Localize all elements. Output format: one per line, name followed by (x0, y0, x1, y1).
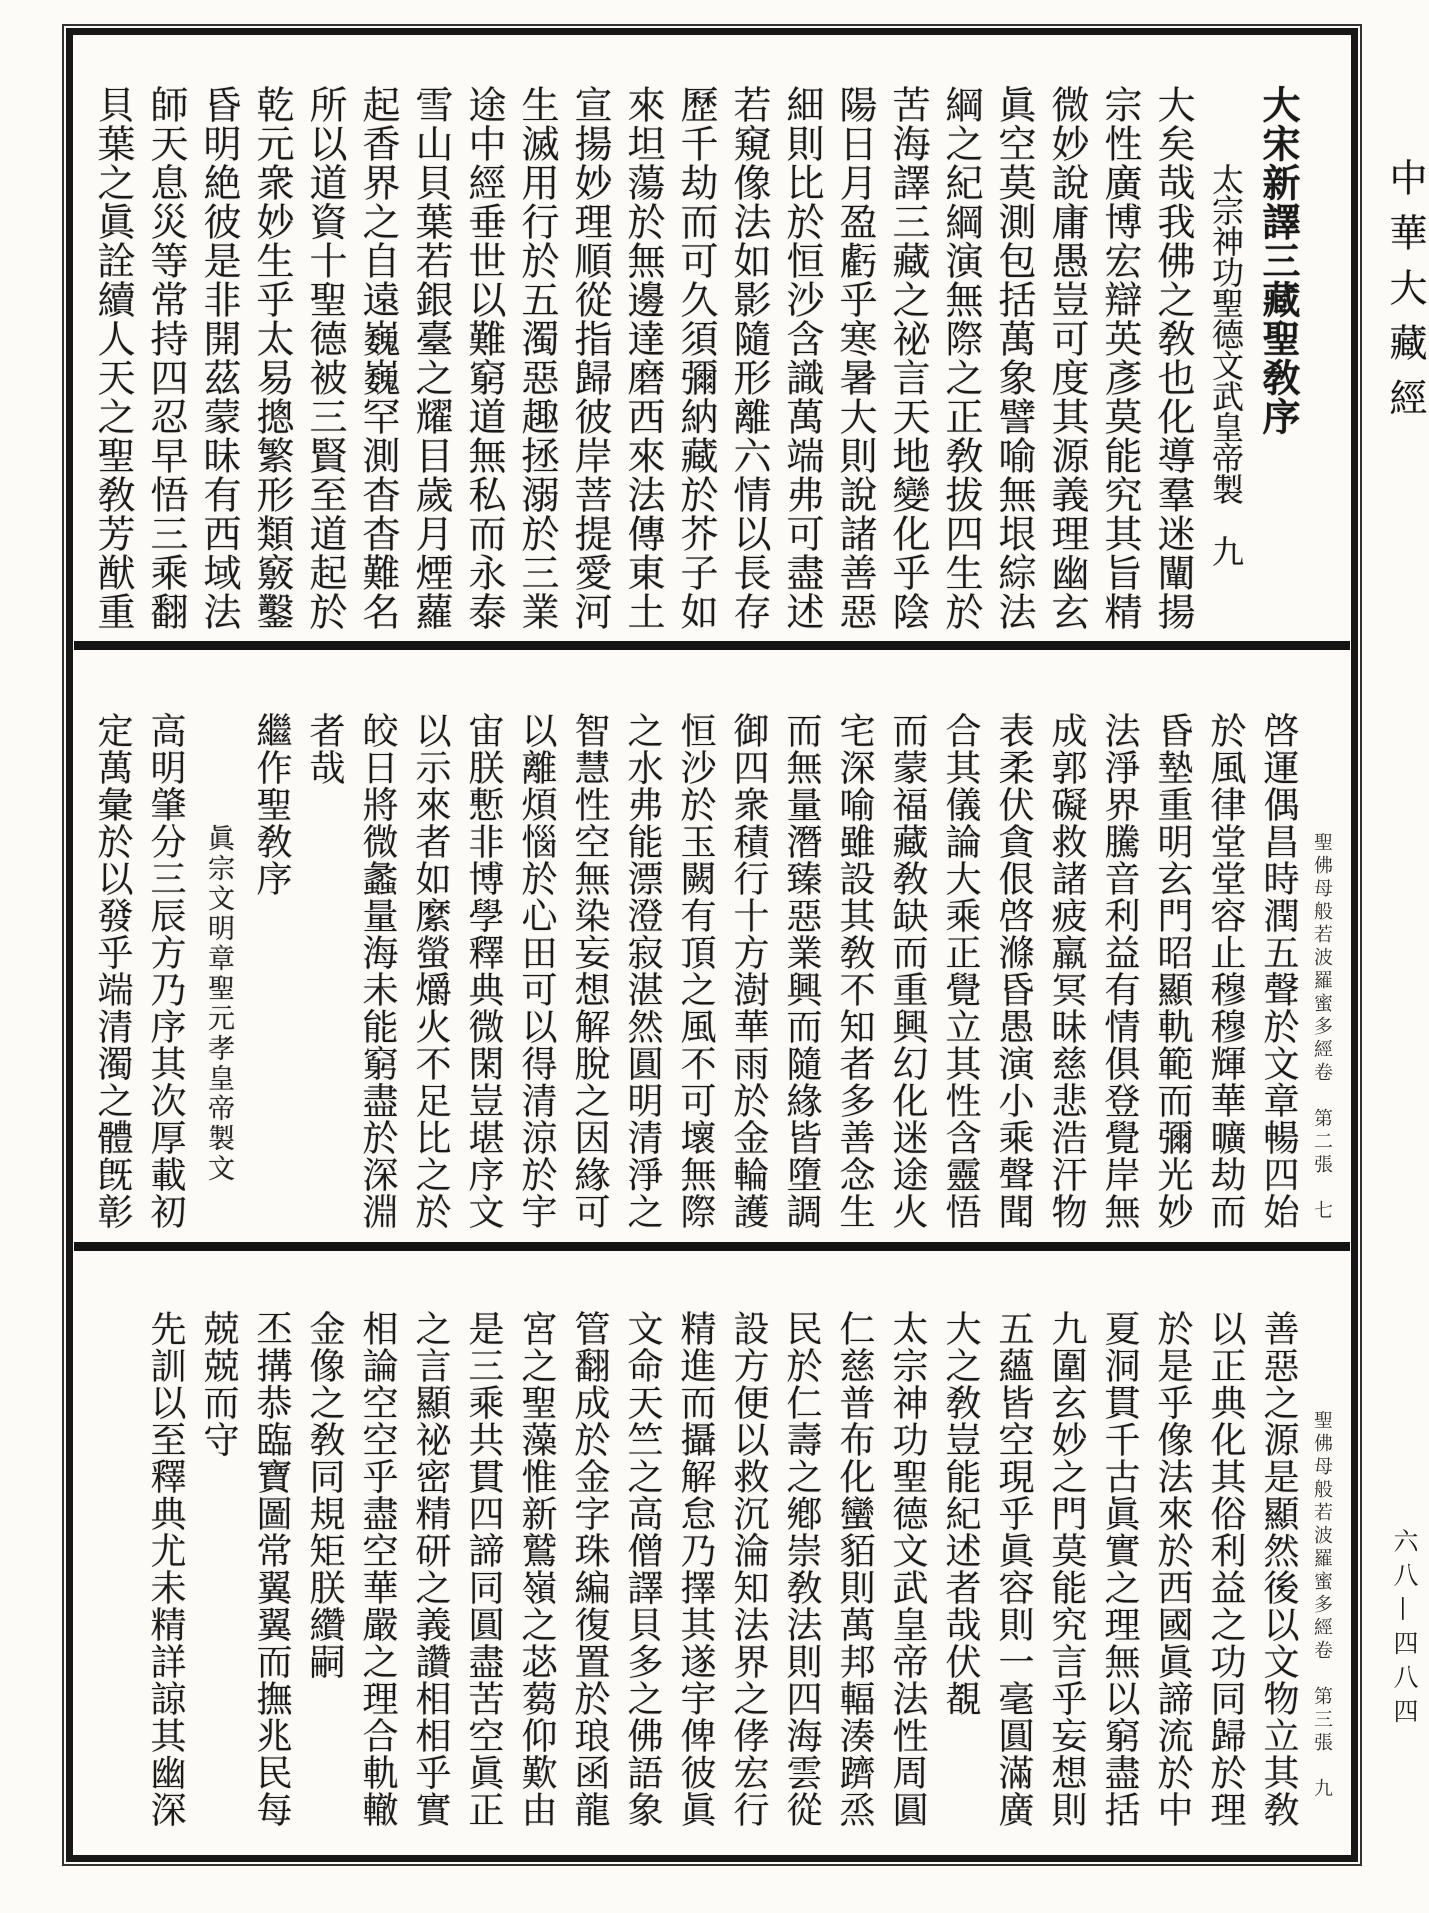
text-column: 之水弗能漂澄寂湛然圓明清淨之 (622, 712, 663, 1230)
text-column: 精進而攝解怠乃擇其遂宇俾彼眞 (675, 1310, 716, 1828)
text-column: 法淨界騰音利益有情俱登覺岸無 (1099, 712, 1140, 1230)
text-column: 大之敎豈能紀述者哉伏覩 (940, 1310, 981, 1717)
text-block-3 (73, 1251, 1351, 1855)
text-column: 者哉 (304, 712, 345, 786)
text-column: 善惡之源是顯然後以文物立其敎 (1258, 1310, 1299, 1828)
text-column: 是三乘共貫四諦同圓盡苦空眞正 (463, 1310, 504, 1828)
text-column: 而無量潛臻惡業興而隨緣皆墮調 (781, 712, 822, 1230)
text-column: 太宗神功聖德文武皇帝法性周圓 (887, 1310, 928, 1828)
text-column: 御四衆積行十方澍華雨於金輪護 (728, 712, 769, 1230)
text-column: 貝葉之眞詮續人天之聖敎芳猷重 (91, 85, 135, 631)
text-column: 陽日月盈虧乎寒暑大則說諸善惡 (833, 85, 877, 631)
text-column: 皎日將微蠡量海未能窮盡於深淵 (357, 712, 398, 1230)
text-column: 宙朕慙非博學釋典微閑豈堪序文 (463, 712, 504, 1230)
text-column: 高明肇分三辰方乃序其次厚載初 (145, 712, 186, 1230)
text-column: 設方便以救沉淪知法界之侾宏行 (728, 1310, 769, 1828)
text-column: 大矣哉我佛之敎也化導羣迷闡揚 (1151, 85, 1195, 631)
block-divider-2 (74, 1242, 1350, 1251)
text-column: 恒沙於玉闕有頂之風不可壞無際 (675, 712, 716, 1230)
text-column: 眞空莫測包括萬象譬喻無垠綜法 (992, 85, 1036, 631)
text-column: 丕搆恭臨寶圖常翼翼而撫兆民每 (251, 1310, 292, 1828)
text-column: 之言顯祕密精研之義讚相相乎實 (410, 1310, 451, 1828)
text-column: 民於仁壽之鄕崇敎法則四海雲從 (781, 1310, 822, 1828)
text-column: 雪山貝葉若銀臺之耀目歲月煙蘿 (409, 85, 453, 631)
text-column: 於風律堂堂容止穆穆輝華曠劫而 (1205, 712, 1246, 1230)
text-column: 定萬彙於以發乎端清濁之體旣彰 (92, 712, 133, 1230)
text-column: 文命天竺之高僧譯貝多之佛語象 (622, 1310, 663, 1828)
text-column: 於是乎像法來於西國眞諦流於中 (1152, 1310, 1193, 1828)
text-column: 金像之敎同規矩朕纘嗣 (304, 1310, 345, 1680)
text-column: 來坦蕩於無邊達磨西來法傳東土 (621, 85, 665, 631)
text-block-2 (73, 650, 1351, 1242)
text-column: 以示來者如縻螢爝火不足比之於 (410, 712, 451, 1230)
text-column: 表柔伏貪佷啓滌昏愚演小乘聲聞 (993, 712, 1034, 1230)
text-column: 先訓以至釋典尤未精詳諒其幽深 (145, 1310, 186, 1828)
text-column: 宗性廣博宏辯英彥莫能究其旨精 (1098, 85, 1142, 631)
text-column: 師天息災等常持四忍早悟三乘翻 (144, 85, 188, 631)
content-frame (66, 28, 1358, 1862)
text-column: 生滅用行於五濁惡趣拯溺於三業 (515, 85, 559, 631)
text-column: 若窺像法如影隨形離六情以長存 (727, 85, 771, 631)
text-column: 仁慈普布化蠻貊則萬邦輻湊躋烝 (834, 1310, 875, 1828)
canon-margin-title: 中華大藏經 (1383, 158, 1427, 433)
text-column: 管翻成於金字珠編復置於琅函龍 (569, 1310, 610, 1828)
text-column: 兢兢而守 (198, 1310, 239, 1458)
section-heading-column: 繼作聖敎序 (251, 712, 292, 897)
text-column: 夏洞貫千古眞實之理無以窮盡括 (1099, 1310, 1140, 1828)
text-column: 昏墊重明玄門昭顯軌範而彌光妙 (1152, 712, 1193, 1230)
text-column: 以離煩惱於心田可以得清涼於宇 (516, 712, 557, 1230)
text-column: 苦海譯三藏之祕言天地變化乎陰 (886, 85, 930, 631)
block-divider-1 (74, 641, 1350, 650)
text-column: 宅深喻雖設其敎不知者多善念生 (834, 712, 875, 1230)
text-column: 宮之聖藻惟新鷲嶺之苾蒭仰歎由 (516, 1310, 557, 1828)
text-column: 綱之紀綱演無際之正敎拔四生於 (939, 85, 983, 631)
text-column: 太宗神功聖德文武皇帝製 九 (1207, 163, 1245, 566)
document-title-column: 大宋新譯三藏聖敎序 (1256, 85, 1301, 436)
scroll-page-marker-annotation: 聖佛母般若波羅蜜多經卷 第三張 九 (1311, 1410, 1333, 1801)
text-column: 歷千劫而可久須彌納藏於芥子如 (674, 85, 718, 631)
text-column: 成郭礙救諸疲羸冥昧慈悲浩汗物 (1046, 712, 1087, 1230)
text-column: 微妙說庸愚豈可度其源義理幽玄 (1045, 85, 1089, 631)
text-column: 五蘊皆空現乎眞容則一毫圓滿廣 (993, 1310, 1034, 1828)
author-attribution-column: 眞宗文明章聖元孝皇帝製文 (203, 824, 234, 1184)
text-column: 智慧性空無染妄想解脫之因緣可 (569, 712, 610, 1230)
text-column: 所以道資十聖德被三賢至道起於 (303, 85, 347, 631)
volume-page-label: 六八—四八四 (1390, 1528, 1419, 1732)
text-column: 九圍玄妙之門莫能究言乎妄想則 (1046, 1310, 1087, 1828)
text-column: 相論空空乎盡空華嚴之理合軌轍 (357, 1310, 398, 1828)
text-column: 而蒙福藏敎缺而重興幻化迷途火 (887, 712, 928, 1230)
text-column: 昏明絶彼是非開茲蒙昧有西域法 (197, 85, 241, 631)
text-column: 宣揚妙理順從指歸彼岸菩提愛河 (568, 85, 612, 631)
scroll-page-marker-annotation: 聖佛母般若波羅蜜多經卷 第二張 七 (1311, 832, 1333, 1223)
text-column: 啓運偶昌時潤五聲於文章暢四始 (1258, 712, 1299, 1230)
text-column: 途中經垂世以難窮道無私而永泰 (462, 85, 506, 631)
text-column: 乾元衆妙生乎太易摠繁形類竅鑿 (250, 85, 294, 631)
text-column: 以正典化其俗利益之功同歸於理 (1205, 1310, 1246, 1828)
text-column: 起香界之自遠巍巍罕測杳杳難名 (356, 85, 400, 631)
text-block-1 (73, 35, 1351, 641)
text-column: 細則比於恒沙含識萬端弗可盡述 (780, 85, 824, 631)
text-column: 合其儀論大乘正覺立其性含靈悟 (940, 712, 981, 1230)
